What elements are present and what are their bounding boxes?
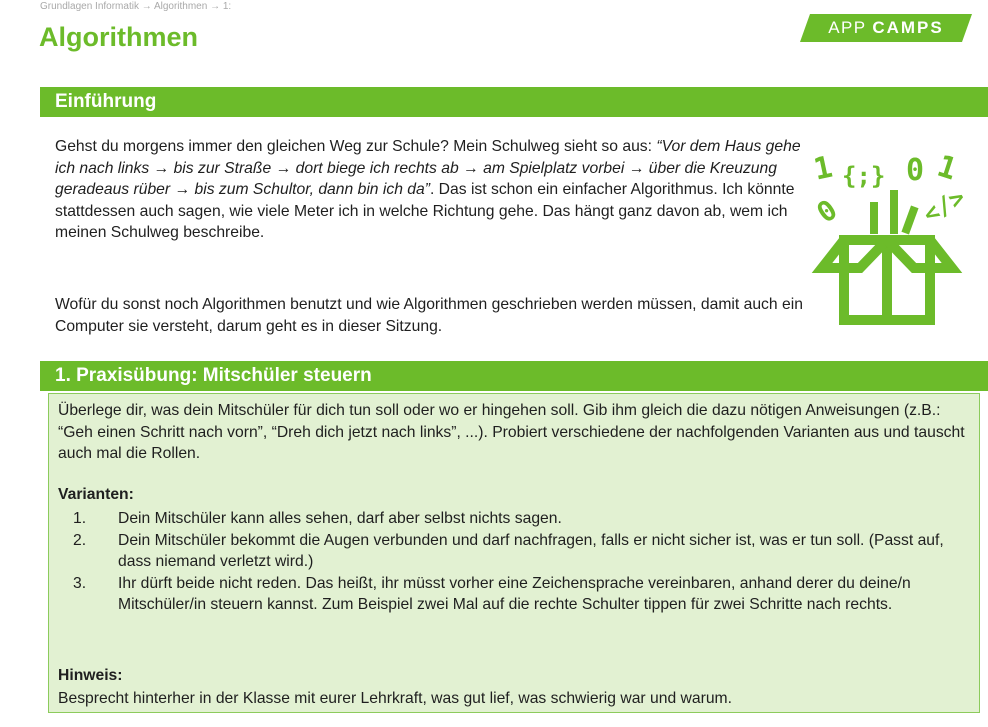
list-item-text: Ihr dürft beide nicht reden. Das heißt, ihr müsst vorher eine Zeichensprache vereinbaren, anhand derer du deine/n Mitschüler/in steuern kannst. Zum Beispiel zwei Mal auf die rechte Schulter tippen für zwei Schritte nach rechts. <box>118 574 911 613</box>
app-camps-logo <box>800 14 972 42</box>
list-item <box>58 508 970 530</box>
section-heading-einfuehrung: Einführung <box>40 87 988 117</box>
hinweis-heading: Hinweis: <box>58 667 123 684</box>
glyph-one-right: 1 <box>932 148 961 188</box>
list-item-text: Dein Mitschüler kann alles sehen, darf aber selbst nichts sagen. <box>118 510 562 527</box>
list-item <box>58 530 970 573</box>
glyph-braces: {;} <box>842 162 886 190</box>
breadcrumb: Grundlagen Informatik → Algorithmen → 1: <box>40 1 232 12</box>
praxis-instructions: Überlege dir, was dein Mitschüler für dich tun soll oder wo er hingehen soll. Gib ihm gleich die dazu nötigen Anweisungen (z.B.: “Geh einen Schritt nach vorn”, “Dreh dich jetzt nach links”, ...). Probiert verschiedene der nachfolgenden Varianten aus und tauscht auch mal die Rollen. <box>58 402 965 462</box>
list-item-number: 1. <box>73 510 87 527</box>
intro-quote: “Vor dem Haus gehe ich nach links → bis zur Straße → dort biege ich rechts ab → am Spielplatz vorbei → über die Kreuzung geradeaus rüber → bis zum Schultor, dann bin ich da” <box>55 138 801 198</box>
list-item-number: 2. <box>73 531 87 549</box>
glyph-tag: </> <box>918 182 968 229</box>
list-item <box>58 573 970 616</box>
intro-text-before: Gehst du morgens immer den gleichen Weg zur Schule? Mein Schulweg sieht so aus: <box>55 138 657 155</box>
hinweis-text: Besprecht hinterher in der Klasse mit eurer Lehrkraft, was gut lief, was schwierig war und warum. <box>58 690 732 707</box>
code-box-icon <box>810 140 968 330</box>
intro-text-after: . Das ist schon ein einfacher Algorithmus. Ich könnte stattdessen auch sagen, wie viele Meter ich in welche Richtung gehe. Das hängt ganz davon ab, wem ich meinen Schulweg beschreibe. <box>55 181 795 241</box>
varianten-heading: Varianten: <box>58 486 134 503</box>
varianten-list <box>58 508 970 616</box>
logo-text-light: APP <box>828 18 867 37</box>
glyph-one-left: 1 <box>810 149 836 188</box>
section-heading-praxisuebung: 1. Praxisübung: Mitschüler steuern <box>40 361 988 391</box>
intro-paragraph <box>55 136 815 244</box>
intro-paragraph-2: Wofür du sonst noch Algorithmen benutzt und wie Algorithmen geschrieben werden müssen, damit auch ein Computer sie versteht, darum geht es in dieser Sitzung. <box>55 296 803 335</box>
list-item-number: 3. <box>73 574 87 592</box>
list-item-text: Dein Mitschüler bekommt die Augen verbunden und darf nachfragen, falls er nicht sicher ist, was er tun soll. (Passt auf, dass niemand verletzt wird.) <box>118 531 944 570</box>
glyph-zero-top: 0 <box>906 153 925 188</box>
glyph-zero-left: 0 <box>810 192 844 230</box>
logo-text-bold: CAMPS <box>872 18 944 37</box>
page-title: Algorithmen <box>39 22 198 52</box>
